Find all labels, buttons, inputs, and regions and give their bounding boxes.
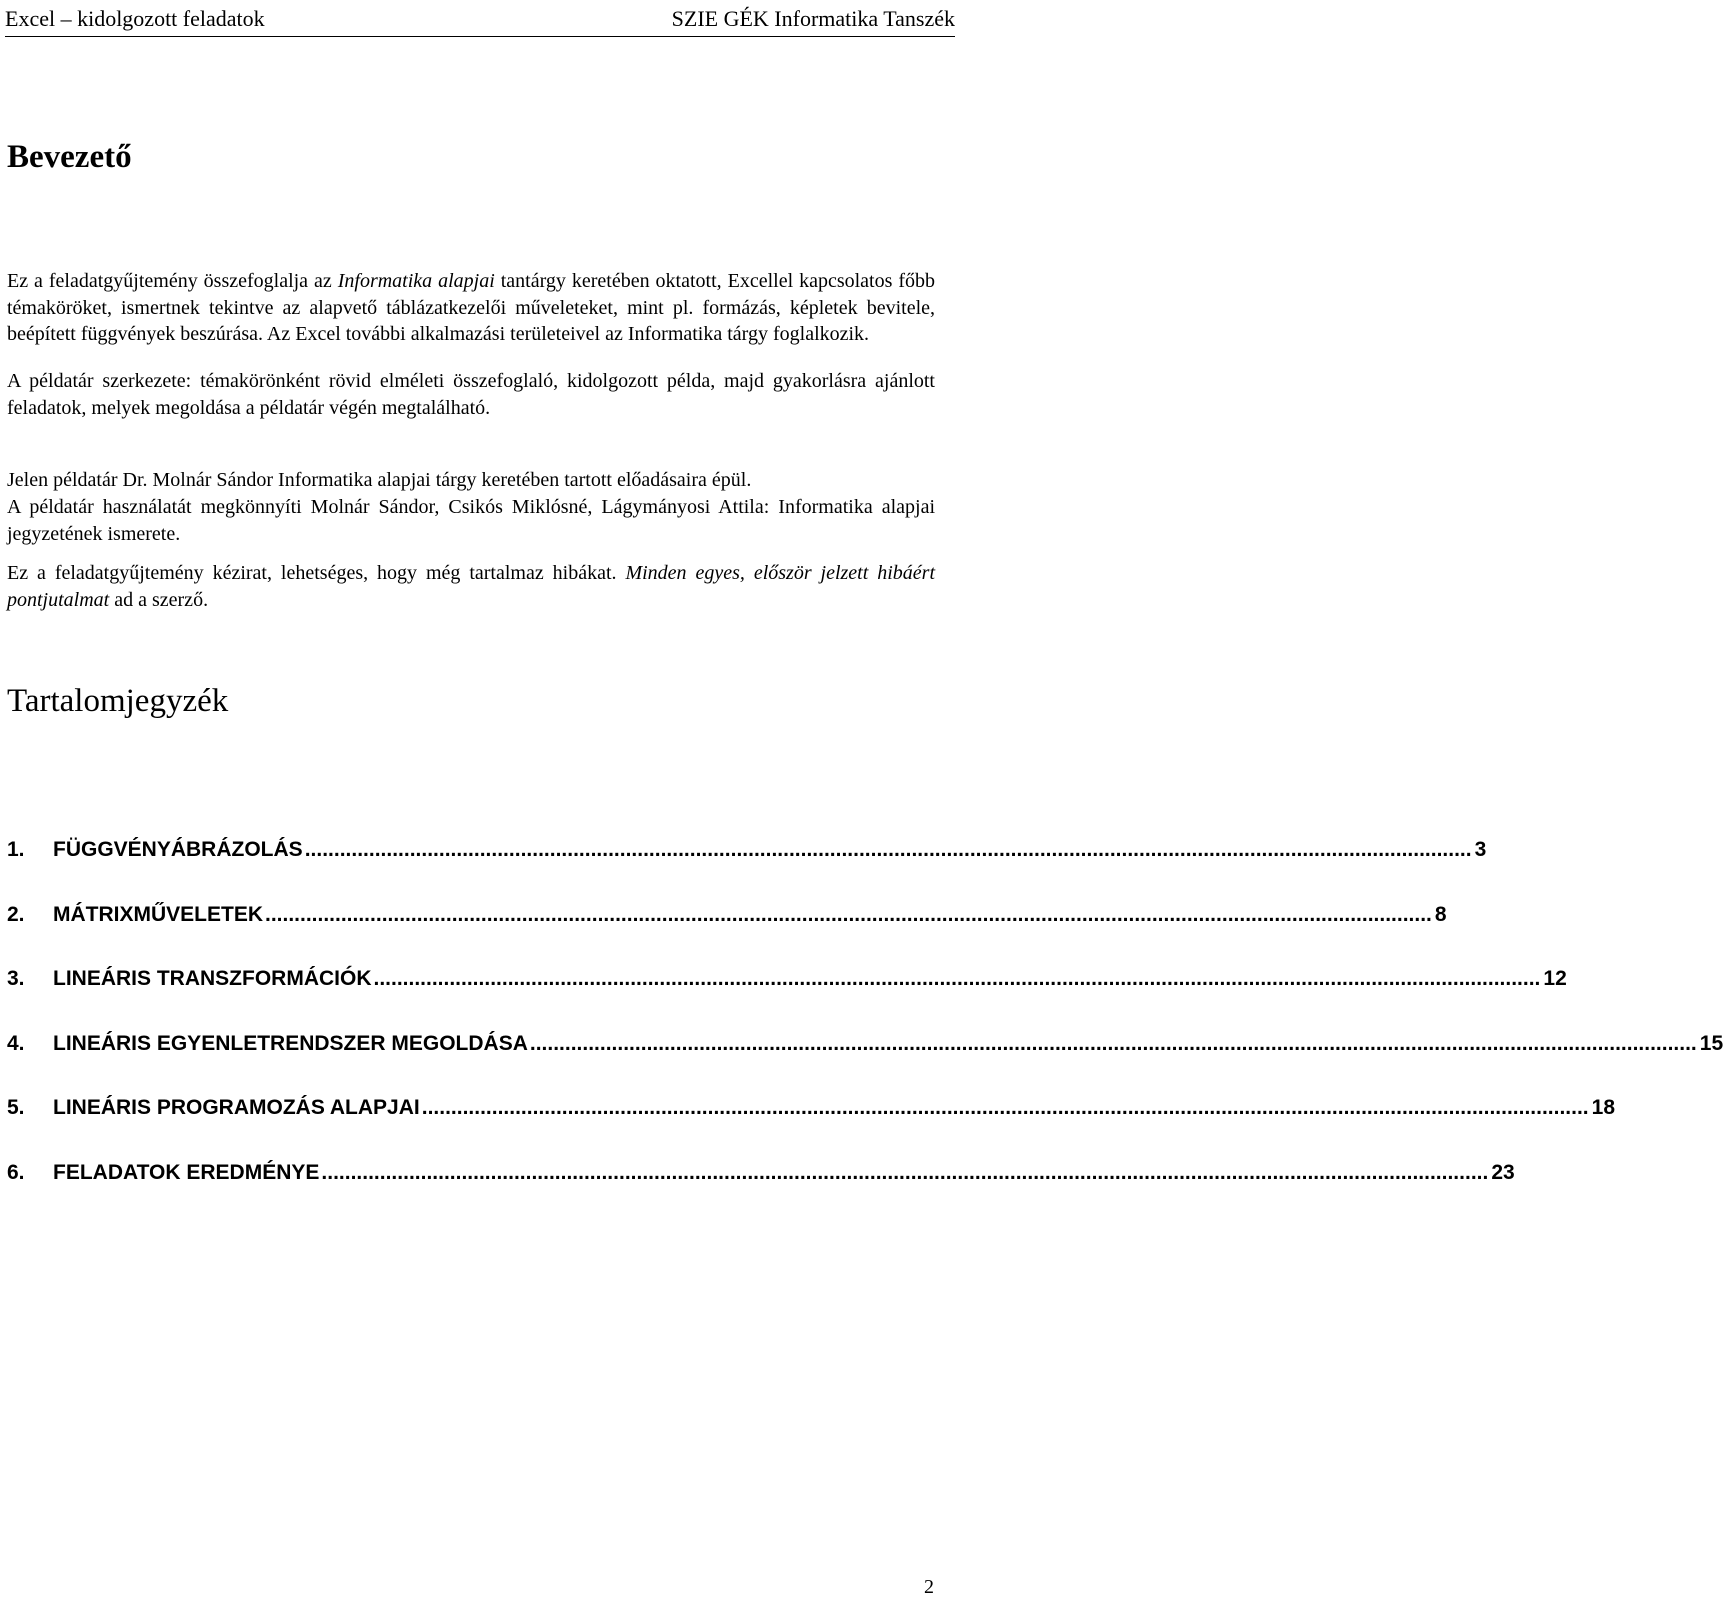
intro-paragraph-1 [7,268,935,348]
toc-entry[interactable] [7,902,1447,968]
toc-entry-number: 2. [7,902,25,926]
intro-paragraph-3: Jelen példatár Dr. Molnár Sándor Informatika alapjai tárgy keretében tartott előadásaira épül. [7,469,752,491]
toc-entry-number: 4. [7,1031,25,1055]
toc-entry-title: LINEÁRIS EGYENLETRENDSZER MEGOLDÁSA [53,1031,528,1055]
toc-entry-number: 6. [7,1160,25,1184]
toc-leader-dots: ........................................................................................................................................................................................................ [421,1096,1589,1120]
toc-entry-number: 3. [7,967,25,991]
toc-entry-number: 5. [7,1096,25,1120]
p5-emphasis: Minden egyes, először jelzett hibáért pontjutalmat [7,562,935,611]
p5-text-1: Ez a feladatgyűjtemény kézirat, lehetséges, hogy még tartalmaz hibákat. [7,562,626,584]
section-heading-toc: Tartalomjegyzék [7,683,229,719]
toc-entry-page: 18 [1591,1096,1616,1120]
toc-entry[interactable] [7,1160,1515,1226]
header-department: SZIE GÉK Informatika Tanszék [671,6,955,31]
toc-entry[interactable] [7,1096,1616,1161]
toc-leader-dots: ........................................................................................................................................................................................................ [529,1031,1697,1055]
toc-entry[interactable] [7,838,1487,903]
running-header [5,4,955,37]
toc-entry-page: 23 [1491,1160,1515,1184]
toc-entry-page: 15 [1699,1031,1723,1055]
page-number: 2 [924,1576,934,1598]
toc-leader-dots: ........................................................................................................................................................................................................ [321,1160,1489,1184]
p1-text-2: tantárgy keretében oktatott, Excellel kapcsolatos főbb témaköröket, ismertnek tekintve az alapvető táblázatkezelői műveleteket, mint pl. formázás, képletek bevitele, beépített függvények beszúrása. Az Excel további alkalmazási területeivel az Informatika tárgy foglalkozik. [7,270,935,346]
p1-emphasis: Informatika alapjai [337,270,495,292]
toc-leader-dots: ........................................................................................................................................................................................................ [373,967,1541,991]
toc-entry[interactable] [7,967,1567,1032]
toc-entry-number: 1. [7,838,25,861]
toc-entry-title: FÜGGVÉNYÁBRÁZOLÁS [53,838,303,861]
toc-entry-title: MÁTRIXMŰVELETEK [53,902,263,926]
toc-entry-title: FELADATOK EREDMÉNYE [53,1160,320,1184]
toc-entry-title: LINEÁRIS PROGRAMOZÁS ALAPJAI [53,1096,420,1120]
header-title: Excel – kidolgozott feladatok [5,6,265,31]
toc-leader-dots: ........................................................................................................................................................................................................ [304,838,1472,861]
toc-entry-page: 12 [1543,967,1567,991]
toc-entry[interactable] [7,1031,1723,1097]
intro-paragraph-4: A példatár használatát megkönnyíti Molnár Sándor, Csikós Miklósné, Lágymányosi Attila: Informatika alapjai jegyzetének ismerete. [7,496,935,545]
intro-paragraph-5 [7,560,935,613]
toc-entry-page: 8 [1434,902,1447,926]
section-heading-intro: Bevezető [7,139,132,175]
toc-leader-dots: ........................................................................................................................................................................................................ [265,902,1432,926]
intro-paragraph-2: A példatár szerkezete: témakörönként rövid elméleti összefoglaló, kidolgozott példa, majd gyakorlásra ajánlott feladatok, melyek megoldása a példatár végén megtalálható. [7,370,935,419]
toc-entry-title: LINEÁRIS TRANSZFORMÁCIÓK [53,967,372,991]
p5-text-2: ad a szerző. [109,588,209,611]
p1-text-1: Ez a feladatgyűjtemény összefoglalja az [7,270,338,292]
toc-entry-page: 3 [1474,838,1487,861]
table-of-contents [7,838,1723,1226]
